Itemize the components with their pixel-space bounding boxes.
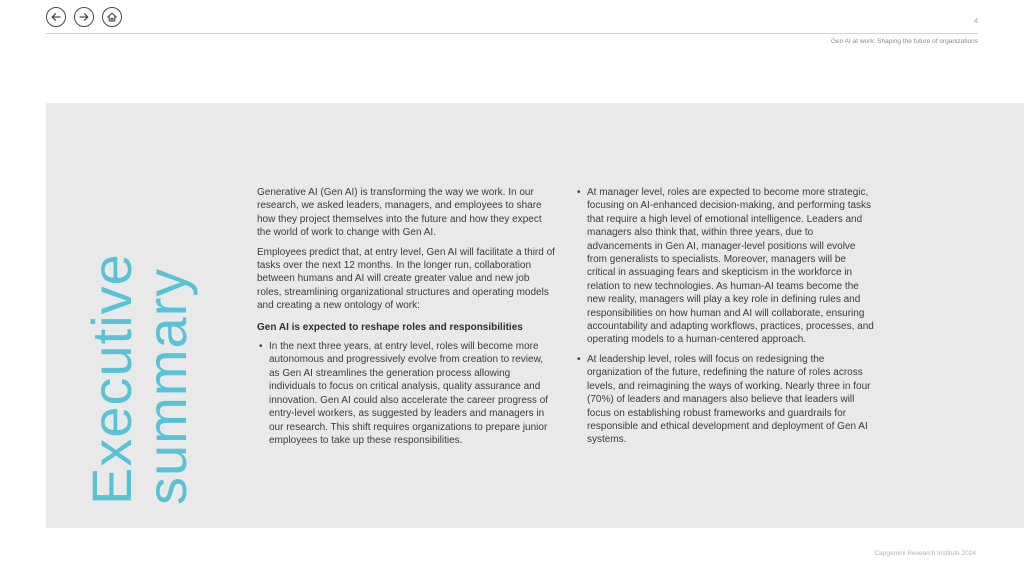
- back-button[interactable]: [46, 7, 66, 27]
- section-title-line2: summary: [134, 267, 198, 505]
- section-title-line1: Executive: [80, 253, 143, 505]
- left-column: [257, 186, 555, 453]
- right-column: [575, 186, 875, 453]
- subheading: Gen AI is expected to reshape roles and responsibilities: [257, 321, 523, 333]
- section-title: [80, 253, 198, 505]
- bullet-leadership-level: • At leadership level, roles will focus on redesigning the organization of the future, redefining the nature of roles across levels, and reimagining the ways of working. Nearly three in four (70%) of leaders and managers also believe that leaders will focus on establishing robust frameworks and guardrails for responsible and ethical development and deployment of Gen AI systems.: [575, 353, 875, 447]
- right-bullet-list: [575, 186, 875, 447]
- page-number: 4: [974, 18, 978, 25]
- footer-credit: Capgemini Research Institute 2024: [874, 550, 976, 557]
- header-divider: [46, 33, 978, 34]
- home-icon: [106, 11, 118, 23]
- navigation-bar: [46, 7, 122, 27]
- home-button[interactable]: [102, 7, 122, 27]
- bullet-entry-level: • In the next three years, at entry level, roles will become more autonomous and progressively evolve from creation to review, as Gen AI streamlines the generation process allowing individuals to focus on critical analysis, quality assurance and innovation. Gen AI could also accelerate the career progress of entry-level workers, as suggested by leaders and managers in our research. This shift requires organizations to prepare junior employees to take up these responsibilities.: [257, 340, 555, 447]
- arrow-left-icon: [50, 11, 62, 23]
- bullet-manager-level: • At manager level, roles are expected to become more strategic, focusing on AI-enhanced decision-making, and performing tasks that require a high level of emotional intelligence. Leaders and managers also think that, within three years, due to advancements in Gen AI, manager-level positions will evolve from generalists to specialists. Moreover, managers will be critical in assuaging fears and skepticism in the workforce in relation to new technologies. As human-AI teams become the new reality, managers will play a key role in defining rules and responsibilities on how human and AI will collaborate, ensuring accountability and adapting workflows, practices, processes, and operating models to a human-centered approach.: [575, 186, 875, 347]
- forward-button[interactable]: [74, 7, 94, 27]
- document-title: Gen AI at work: Shaping the future of organizations: [830, 38, 978, 45]
- prediction-paragraph: Employees predict that, at entry level, Gen AI will facilitate a third of tasks over the next 12 months. In the longer run, collaboration between humans and AI will create greater value and new job roles, streamlining organizational structures and operating models and creating a new ontology of work:: [257, 246, 555, 312]
- intro-paragraph: Generative AI (Gen AI) is transforming the way we work. In our research, we asked leaders, managers, and employees to share how they project themselves into the future and how they expect the world of work to change with Gen AI.: [257, 187, 542, 239]
- arrow-right-icon: [78, 11, 90, 23]
- left-bullet-list: [257, 340, 555, 447]
